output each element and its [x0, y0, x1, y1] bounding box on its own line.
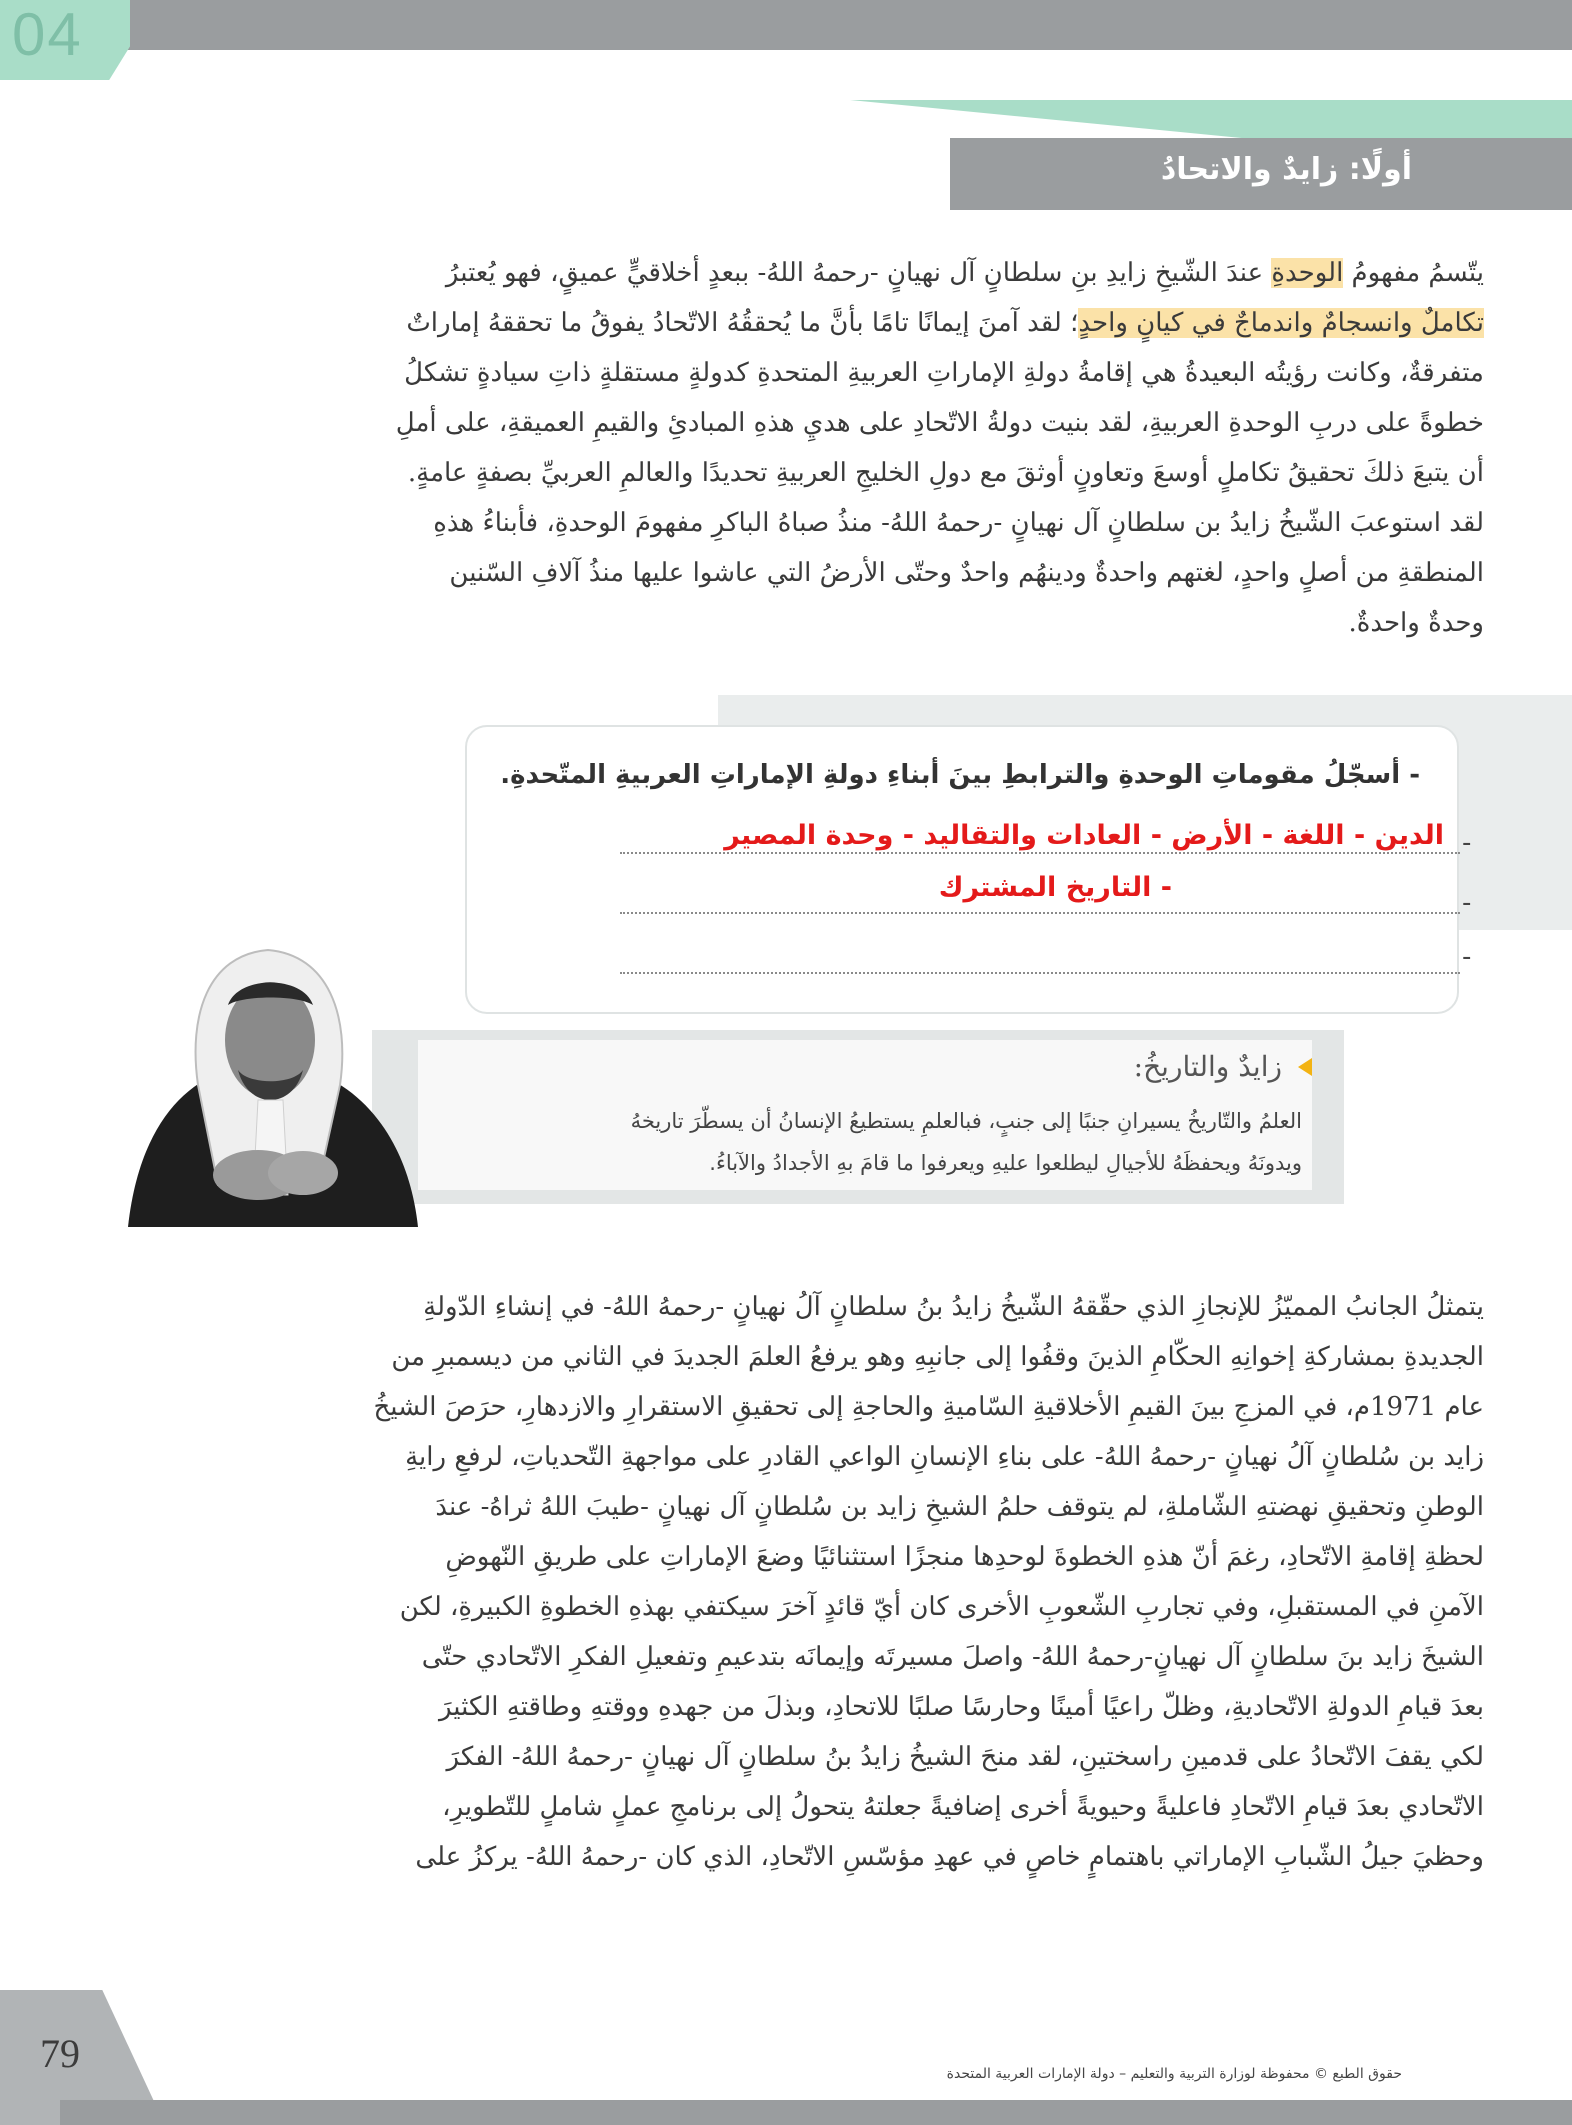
handwritten-answer-1: الدين - اللغة - الأرض - العادات والتقاليد - وحدة المصير	[724, 820, 1444, 851]
intro-line-7: المنطقةِ من أصلٍ واحدٍ، لغتهم واحدةٌ ودينهُم واحدٌ وحتّى الأرضُ التي عاشوا عليها منذُ آلافِ السّنين	[449, 558, 1484, 588]
body-line-3: عام 1971م، في المزجِ بينَ القيمِ الأخلاقيةِ السّاميةِ والحاجةِ إلى تحقيقِ الاستقرارِ والازدهارِ، حرَصَ الشيخُ	[373, 1392, 1484, 1422]
chapter-number: 04	[12, 1, 83, 68]
intro-line-1: يتّسمُ مفهومُ الوحدةِ عندَ الشّيخِ زايدِ بنِ سلطانٍ آل نهيانٍ -رحمهُ اللهُ- ببعدٍ أخلاقيٍّ عميقٍ، فهو يُعتبرُ	[445, 258, 1484, 288]
intro-line-2: تكاملٌ وانسجامٌ واندماجٌ في كيانٍ واحدٍ؛ لقد آمنَ إيمانًا تامًا بأنَّ ما يُحققُهُ الاتّحادُ يفوقُ ما تحققهُ إماراتٌ	[406, 308, 1484, 338]
line-marker-3: -	[1462, 942, 1472, 972]
answer-line-3[interactable]	[620, 942, 1460, 974]
body-line-8: الشيخَ زايد بنَ سلطانٍ آل نهيانٍ-رحمهُ اللهُ- واصلَ مسيرتَه وإيمانَه بتدعيمِ وتفعيلِ الفكرِ الاتّحادي حتّى	[421, 1642, 1484, 1672]
intro-line-8: وحدةٌ واحدةٌ.	[1348, 608, 1484, 638]
quote-text	[422, 1100, 1302, 1184]
top-banner	[0, 0, 1572, 50]
body-line-12: وحظيَ جيلُ الشّبابِ الإماراتي باهتمامٍ خاصٍ في عهدِ مؤسّسِ الاتّحادِ، الذي كان -رحمهُ اللهُ- يركزُ على	[415, 1842, 1484, 1872]
sheikh-zayed-portrait	[88, 935, 448, 1227]
body-line-4: زايد بن سُلطانٍ آلُ نهيانٍ -رحمهُ اللهُ- على بناءِ الإنسانِ الواعي القادرِ على مواجهةِ التّحدياتِ، لرفعِ رايةِ	[405, 1442, 1484, 1472]
highlight-unity: الوحدةِ	[1271, 258, 1344, 288]
intro-line-4: خطوةً على دربِ الوحدةِ العربيةِ، لقد بنيت دولةُ الاتّحادِ على هديِ هذهِ المبادئِ والقيمِ العميقةِ، على أملِ	[395, 408, 1484, 438]
quote-title: زايدٌ والتاريخُ:	[1133, 1050, 1282, 1083]
body-line-1: يتمثلُ الجانبُ المميّزُ للإنجازِ الذي حقّقهُ الشّيخُ زايدُ بنُ سلطانٍ آلُ نهيانٍ -رحمهُ اللهُ- في إنشاءِ الدّولةِ	[423, 1292, 1484, 1322]
intro-line-6: لقد استوعبَ الشّيخُ زايدُ بن سلطانٍ آل نهيانٍ -رحمهُ اللهُ- منذُ صباهُ الباكرِ مفهومَ الوحدةِ، فأبناءُ هذهِ	[433, 508, 1484, 538]
body-paragraph	[84, 1282, 1484, 1882]
copyright-notice: حقوق الطبع © محفوظة لوزارة التربية والتعليم – دولة الإمارات العربية المتحدة	[946, 2066, 1402, 2082]
intro-line-3: متفرقةٌ، وكانت رؤيتُه البعيدةُ هي إقامةُ دولةِ الإماراتِ العربيةِ المتحدةِ كدولةٍ مستقلةٍ ذاتِ سيادةٍ تشكلُ	[404, 358, 1484, 388]
footer-bar	[60, 2100, 1572, 2125]
body-line-9: بعدَ قيامِ الدولةِ الاتّحاديةِ، وظلّ راعيًا أمينًا وحارسًا صلبًا للاتحادِ، وبذلَ من جهدهِ ووقتهِ وطاقتهِ الكثيرَ	[438, 1692, 1484, 1722]
line-marker-2: -	[1462, 888, 1472, 918]
page-number: 79	[40, 2031, 80, 2076]
body-line-7: الآمنِ في المستقبلِ، وفي تجاربِ الشّعوبِ الأخرى كان أيّ قائدٍ آخرَ سيكتفي بهذهِ الخطوةِ الكبيرةِ، لكن	[399, 1592, 1484, 1622]
exercise-question: - أسجّلُ مقوماتِ الوحدةِ والترابطِ بينَ أبناءِ دولةِ الإماراتِ العربيةِ المتّحدةِ.	[500, 760, 1420, 790]
section-title: أولًا: زايدٌ والاتحادُ	[1160, 152, 1412, 187]
quote-line-2: ويدونَهُ ويحفظَهُ للأجيالِ ليطلعوا عليهِ ويعرفوا ما قامَ بهِ الأجدادُ والآباءُ.	[709, 1151, 1302, 1175]
body-line-6: لحظةِ إقامةِ الاتّحادِ، رغمَ أنّ هذهِ الخطوةَ لوحدِها منجزًا استثنائيًا وضعَ الإماراتِ على طريقِ النّهوضِ	[445, 1542, 1484, 1572]
intro-paragraph	[84, 248, 1484, 648]
body-line-10: لكي يقفَ الاتّحادُ على قدمينِ راسختينِ، لقد منحَ الشيخُ زايدُ بنُ سلطانٍ آل نهيانٍ -رحمهُ اللهُ- الفكرَ	[446, 1742, 1484, 1772]
highlight-integration: تكاملٌ وانسجامٌ واندماجٌ في كيانٍ واحدٍ	[1078, 308, 1484, 338]
handwritten-answer-2: - التاريخ المشترك	[938, 872, 1172, 903]
quote-arrow-icon	[1298, 1058, 1312, 1076]
intro-line-5: أن يتبعَ ذلكَ تحقيقُ تكاملٍ أوسعَ وتعاونٍ أوثقَ مع دولِ الخليجِ العربيةِ تحديدًا والعالمِ العربيِّ بصفةٍ عامةٍ.	[407, 458, 1484, 488]
body-line-2: الجديدةِ بمشاركةِ إخوانِهِ الحكّامِ الذينَ وقفُوا إلى جانبِهِ وهو يرفعُ العلمَ الجديدَ في الثاني من ديسمبرِ من	[391, 1342, 1484, 1372]
quote-line-1: العلمُ والتّاريخُ يسيرانِ جنبًا إلى جنبٍ، فبالعلمِ يستطيعُ الإنسانُ أن يسطّرَ تاريخهُ	[630, 1109, 1302, 1133]
body-line-11: الاتّحادي بعدَ قيامِ الاتّحادِ فاعليةً وحيويةً أخرى إضافيةً جعلتهُ يتحولُ إلى برنامجِ عملٍ شاملٍ للتّطويرِ،	[442, 1792, 1484, 1822]
line-marker-1: -	[1462, 828, 1472, 858]
body-line-5: الوطنِ وتحقيقِ نهضتهِ الشّاملةِ، لم يتوقف حلمُ الشيخِ زايد بن سُلطانٍ آل نهيانٍ -طيبَ اللهُ ثراهُ- عندَ	[435, 1492, 1484, 1522]
